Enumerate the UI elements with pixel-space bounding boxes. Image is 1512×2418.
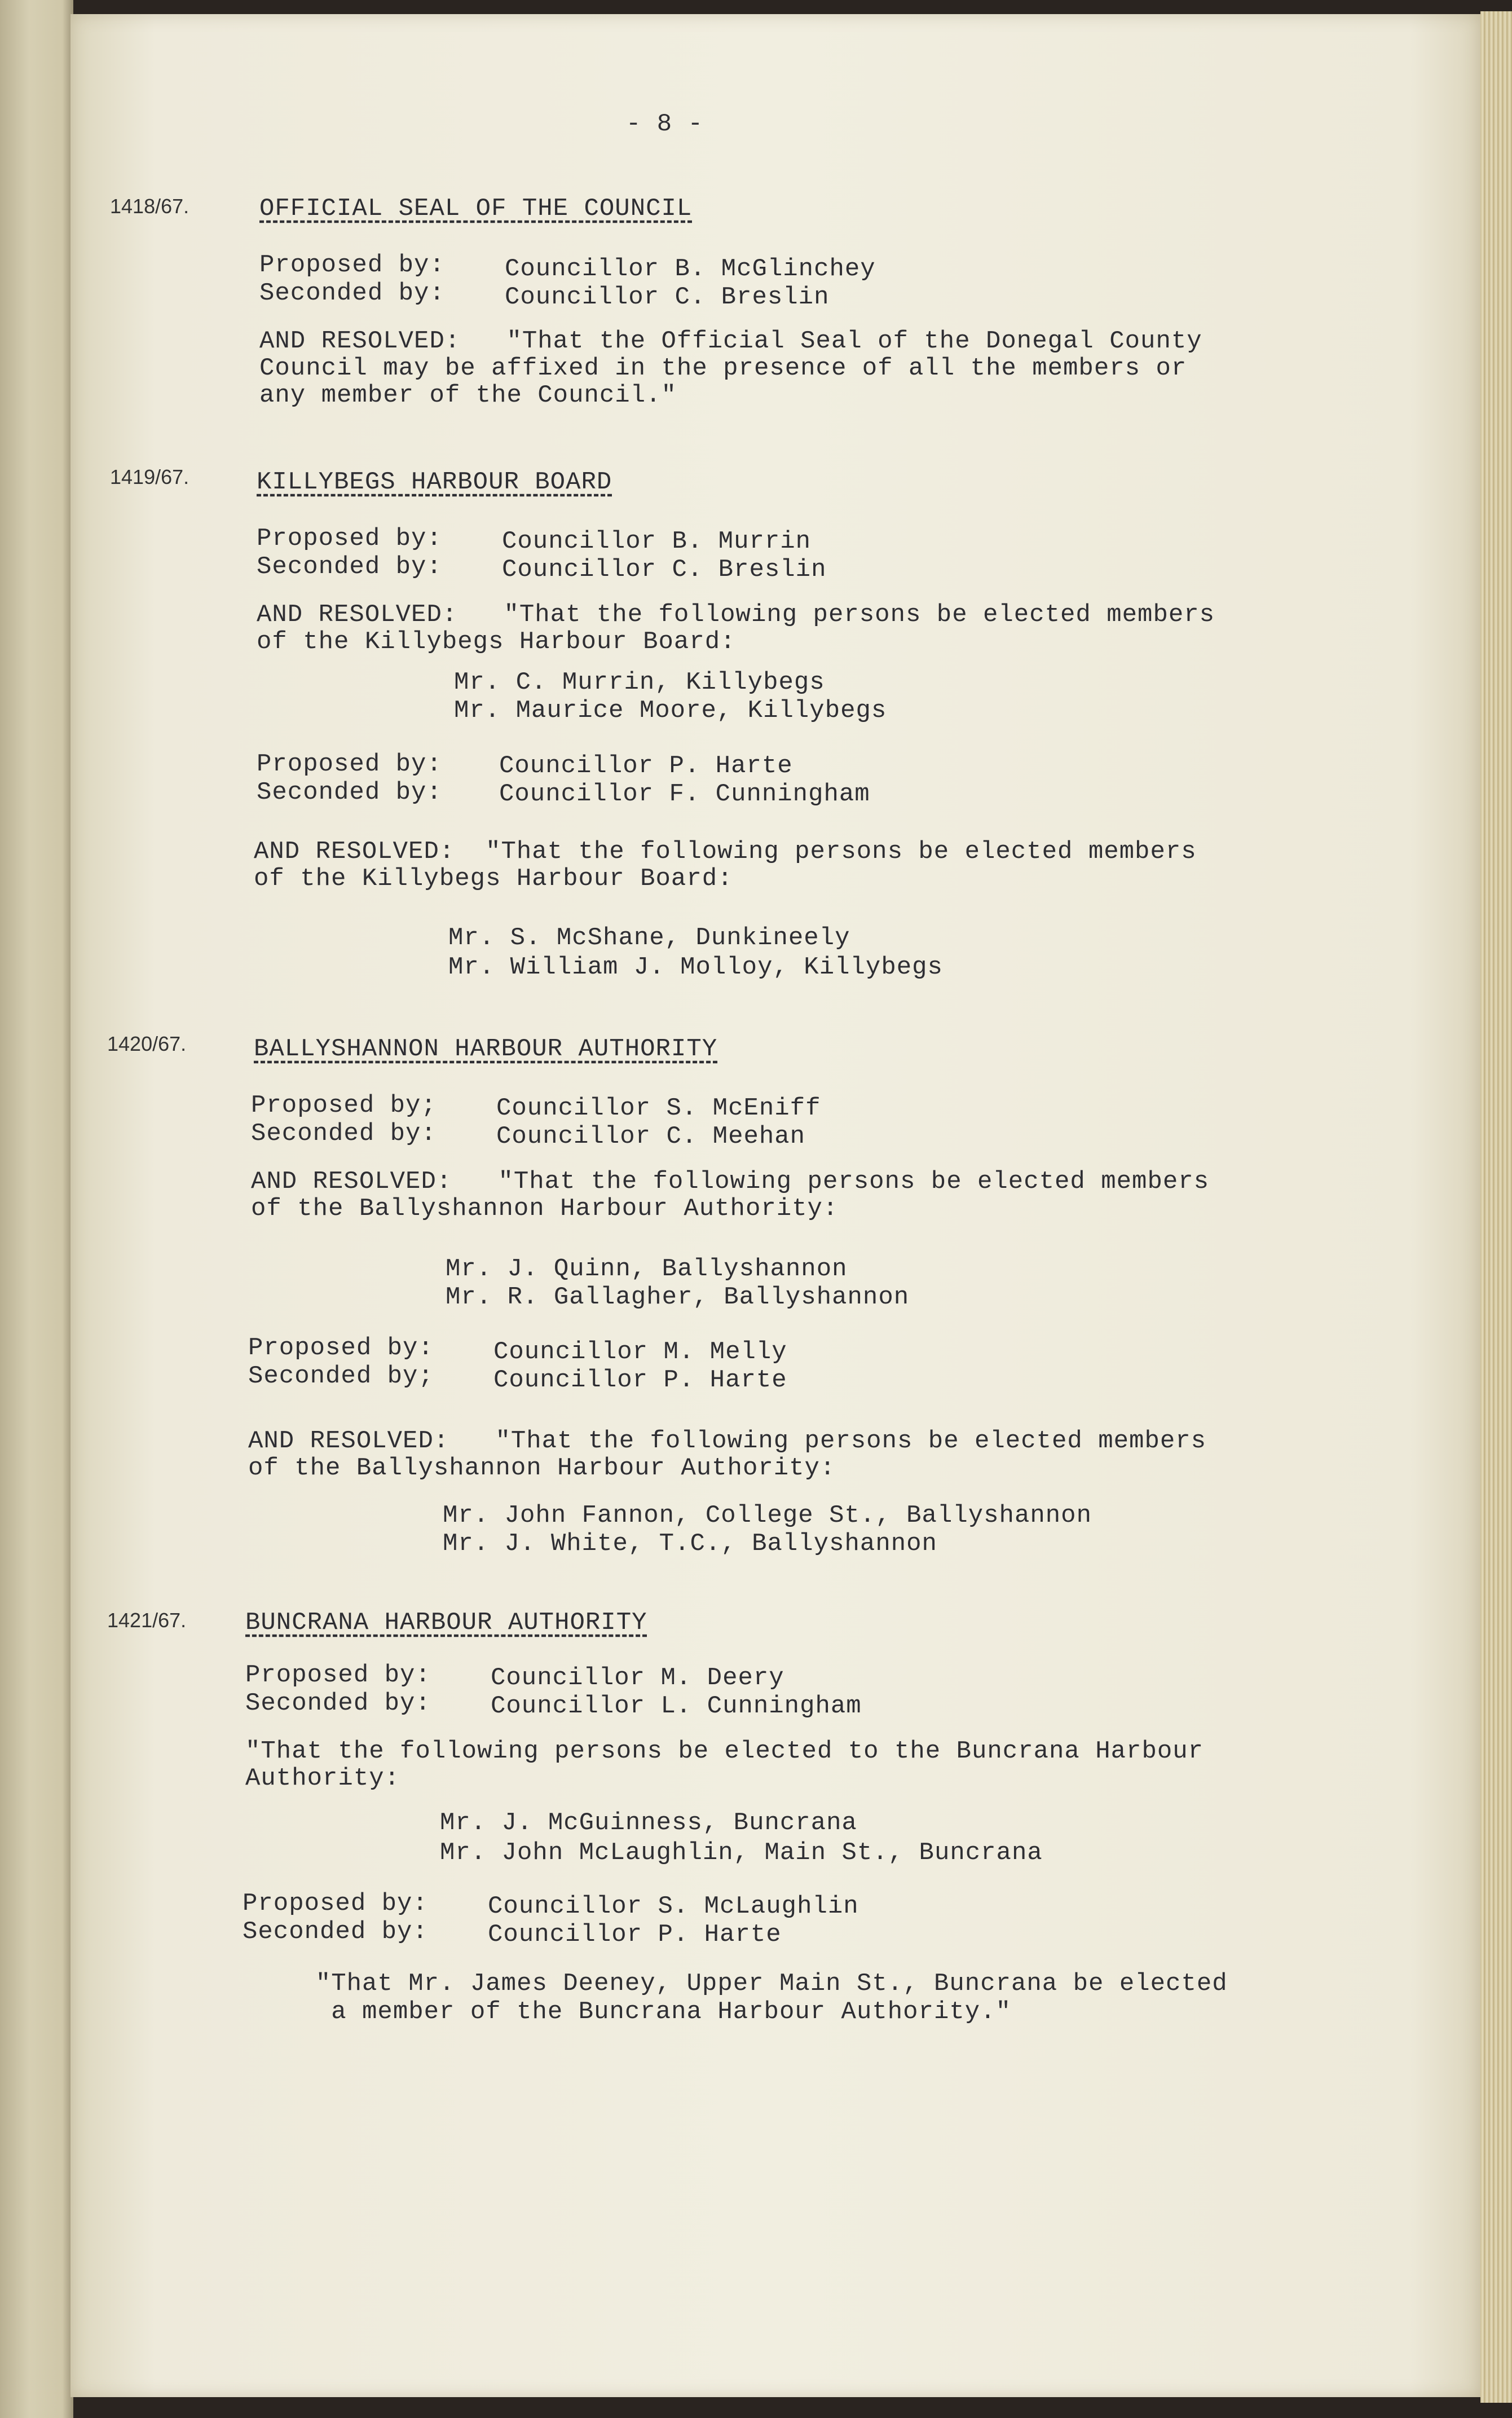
proposer: Councillor M. Deery (491, 1664, 784, 1692)
resolution-line: AND RESOLVED: "That the following persons be elected members (254, 838, 1197, 866)
elected-person: Mr. S. McShane, Dunkineely (448, 924, 850, 952)
minute-number: 1419/67. (110, 465, 189, 488)
seconded-label: Seconded by: (251, 1120, 437, 1148)
proposer: Councillor M. Melly (493, 1338, 787, 1366)
resolution-line: any member of the Council." (259, 381, 677, 409)
seconder: Councillor C. Breslin (502, 556, 827, 584)
book-spine-edge (0, 0, 73, 2418)
resolution-line: Authority: (245, 1764, 400, 1792)
proposed-label: Proposed by: (245, 1661, 431, 1689)
proposed-label: Proposed by: (248, 1334, 434, 1362)
resolution-line: of the Killybegs Harbour Board: (257, 628, 736, 656)
seconder: Councillor P. Harte (488, 1921, 782, 1949)
seconded-label: Seconded by; (248, 1362, 434, 1390)
seconder: Councillor C. Meehan (496, 1122, 806, 1151)
proposer: Councillor S. McLaughlin (488, 1892, 859, 1921)
elected-person: Mr. J. White, T.C., Ballyshannon (443, 1530, 937, 1558)
resolution-line: AND RESOLVED: "That the following persons be elected members (248, 1427, 1207, 1455)
resolution-line: of the Killybegs Harbour Board: (254, 865, 733, 893)
resolution-line: AND RESOLVED: "That the following persons be elected members (257, 601, 1215, 629)
elected-person: Mr. J. Quinn, Ballyshannon (446, 1255, 848, 1283)
resolution-line: "That the following persons be elected to the Buncrana Harbour (245, 1737, 1204, 1765)
seconder: Councillor P. Harte (493, 1366, 787, 1394)
proposed-label: Proposed by: (259, 251, 445, 279)
minute-number: 1421/67. (107, 1609, 187, 1632)
elected-person: Mr. R. Gallagher, Ballyshannon (446, 1283, 910, 1311)
seconded-label: Seconded by: (245, 1689, 431, 1717)
elected-person: Mr. Maurice Moore, Killybegs (454, 697, 887, 725)
seconder: Councillor L. Cunningham (491, 1692, 862, 1720)
resolution-line: "That Mr. James Deeney, Upper Main St., Buncrana be elected (285, 1970, 1228, 1998)
seconded-label: Seconded by: (243, 1918, 428, 1946)
seconder: Councillor F. Cunningham (499, 780, 870, 808)
section-title: OFFICIAL SEAL OF THE COUNCIL (259, 195, 693, 223)
minute-number: 1420/67. (107, 1032, 187, 1055)
seconder: Councillor C. Breslin (505, 283, 830, 311)
proposed-label: Proposed by: (257, 525, 442, 553)
proposed-label: Proposed by; (251, 1091, 437, 1120)
resolution-line: a member of the Buncrana Harbour Authority." (285, 1998, 1012, 2026)
elected-person: Mr. John McLaughlin, Main St., Buncrana (440, 1839, 1043, 1867)
page-stack-edge (1480, 11, 1512, 2403)
seconded-label: Seconded by: (259, 279, 445, 307)
resolution-line: of the Ballyshannon Harbour Authority: (248, 1454, 836, 1482)
section-title: BALLYSHANNON HARBOUR AUTHORITY (254, 1035, 718, 1063)
resolution-line: AND RESOLVED: "That the Official Seal of the Donegal County (259, 327, 1202, 355)
proposer: Councillor S. McEniff (496, 1094, 821, 1122)
proposer: Councillor B. Murrin (502, 527, 812, 556)
proposer: Councillor P. Harte (499, 752, 793, 780)
proposed-label: Proposed by: (243, 1890, 428, 1918)
section-title: BUNCRANA HARBOUR AUTHORITY (245, 1609, 647, 1637)
page-number: - 8 - (626, 110, 704, 138)
seconded-label: Seconded by: (257, 553, 442, 581)
resolution-line: AND RESOLVED: "That the following persons be elected members (251, 1168, 1210, 1196)
proposed-label: Proposed by: (257, 750, 442, 778)
elected-person: Mr. William J. Molloy, Killybegs (448, 953, 943, 981)
elected-person: Mr. C. Murrin, Killybegs (454, 668, 825, 697)
proposer: Councillor B. McGlinchey (505, 255, 876, 283)
elected-person: Mr. J. McGuinness, Buncrana (440, 1809, 857, 1837)
elected-person: Mr. John Fannon, College St., Ballyshannon (443, 1501, 1092, 1530)
resolution-line: of the Ballyshannon Harbour Authority: (251, 1195, 839, 1223)
resolution-line: Council may be affixed in the presence of all the members or (259, 354, 1187, 382)
section-title: KILLYBEGS HARBOUR BOARD (257, 468, 612, 496)
seconded-label: Seconded by: (257, 778, 442, 807)
minute-number: 1418/67. (110, 195, 189, 218)
